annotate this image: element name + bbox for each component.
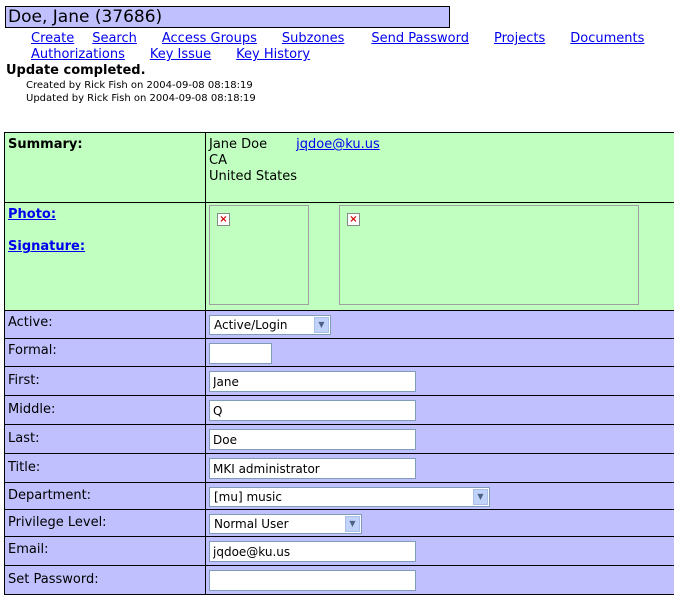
chevron-down-icon: ▼: [314, 317, 329, 333]
privilege-label: Privilege Level:: [5, 510, 206, 537]
department-value: [mu] music: [214, 490, 282, 504]
media-cell: [206, 203, 674, 311]
last-label: Last:: [5, 425, 206, 454]
chevron-down-icon: ▼: [345, 516, 360, 532]
nav-link-create[interactable]: Create: [31, 31, 75, 46]
email-cell: [206, 537, 674, 566]
active-row: [5, 311, 674, 339]
broken-image-icon: ×: [217, 213, 230, 226]
email-row: [5, 537, 674, 566]
email-input[interactable]: [209, 541, 416, 562]
active-value: Active/Login: [214, 318, 288, 332]
nav-link-subzones[interactable]: Subzones: [281, 31, 345, 46]
title-cell: [206, 454, 674, 483]
nav-link-send-password[interactable]: Send Password: [371, 31, 470, 46]
summary-state: CA: [209, 153, 227, 168]
department-label: Department:: [5, 483, 206, 510]
last-cell: [206, 425, 674, 454]
updated-info: Updated by Rick Fish on 2004-09-08 08:18:19: [26, 93, 256, 104]
department-cell: [206, 483, 674, 510]
middle-name-input[interactable]: [209, 400, 416, 421]
title-row: [5, 454, 674, 483]
nav-link-authorizations[interactable]: Authorizations: [31, 47, 125, 62]
nav-link-search[interactable]: Search: [92, 31, 137, 46]
department-select[interactable]: [209, 487, 490, 507]
summary-cell: [206, 133, 674, 203]
media-row: [5, 203, 674, 311]
formal-row: [5, 339, 674, 367]
broken-image-icon: ×: [347, 213, 360, 226]
status-message: Update completed.: [6, 63, 146, 78]
title-label: Title:: [5, 454, 206, 483]
nav-links: [31, 31, 644, 63]
signature-image[interactable]: [339, 205, 639, 305]
email-label: Email:: [5, 537, 206, 566]
title-input[interactable]: [209, 458, 416, 479]
nav-link-key-issue[interactable]: Key Issue: [149, 47, 212, 62]
photo-link[interactable]: Photo:: [8, 207, 57, 222]
chevron-down-icon: ▼: [473, 489, 488, 505]
page-title: Doe, Jane (37686): [5, 6, 450, 28]
signature-link[interactable]: Signature:: [8, 239, 86, 254]
summary-name: Jane Doe: [209, 137, 268, 152]
active-cell: [206, 311, 674, 339]
nav-link-access-groups[interactable]: Access Groups: [161, 31, 257, 46]
password-cell: [206, 566, 674, 595]
nav-link-key-history[interactable]: Key History: [236, 47, 311, 62]
created-info: Created by Rick Fish on 2004-09-08 08:18:19: [26, 80, 253, 91]
summary-email-link[interactable]: jqdoe@ku.us: [296, 137, 380, 152]
last-name-input[interactable]: [209, 429, 416, 450]
department-row: [5, 483, 674, 510]
formal-label: Formal:: [5, 339, 206, 367]
privilege-select[interactable]: [209, 514, 362, 534]
nav-link-projects[interactable]: Projects: [494, 31, 546, 46]
privilege-value: Normal User: [214, 517, 289, 531]
first-row: [5, 367, 674, 396]
middle-label: Middle:: [5, 396, 206, 425]
password-label: Set Password:: [5, 566, 206, 595]
password-input[interactable]: [209, 570, 416, 591]
active-select[interactable]: [209, 315, 331, 335]
nav-link-documents[interactable]: Documents: [570, 31, 645, 46]
summary-row: [5, 133, 674, 203]
middle-row: [5, 396, 674, 425]
person-form-table: [4, 132, 674, 595]
formal-cell: [206, 339, 674, 367]
summary-country: United States: [209, 169, 298, 184]
photo-image[interactable]: [209, 205, 309, 305]
first-label: First:: [5, 367, 206, 396]
formal-input[interactable]: [209, 343, 272, 364]
first-cell: [206, 367, 674, 396]
privilege-cell: [206, 510, 674, 537]
media-label-cell: [5, 203, 206, 311]
active-label: Active:: [5, 311, 206, 339]
summary-label: Summary:: [5, 133, 206, 203]
first-name-input[interactable]: [209, 371, 416, 392]
last-row: [5, 425, 674, 454]
middle-cell: [206, 396, 674, 425]
privilege-row: [5, 510, 674, 537]
password-row: [5, 566, 674, 595]
